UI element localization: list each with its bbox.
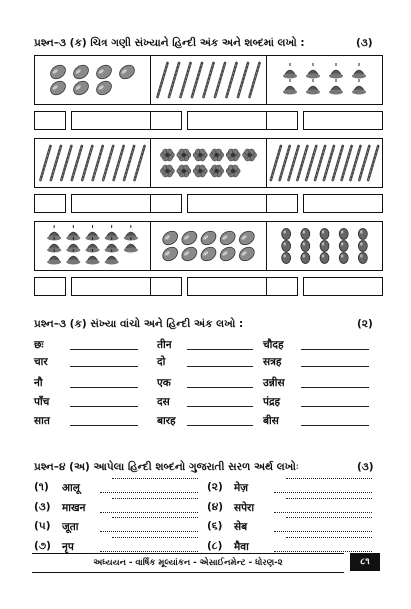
answer-line[interactable]	[187, 406, 253, 407]
mango-icon	[199, 244, 219, 263]
grape-icon	[339, 241, 348, 252]
meaning-answer-line[interactable]	[100, 551, 198, 552]
mango-icon	[71, 78, 91, 97]
picture-box	[150, 221, 267, 271]
meaning-answer-line[interactable]	[100, 492, 198, 493]
item-number: (૧)	[34, 481, 49, 493]
mango-icon	[218, 244, 238, 263]
number-word: सात	[34, 415, 50, 427]
grape-icon	[301, 241, 310, 252]
grape-icon	[282, 229, 291, 240]
number-word: चार	[34, 356, 48, 368]
meaning-answer-line[interactable]	[100, 531, 198, 532]
pencil-icon	[204, 63, 214, 97]
mango-icon	[237, 244, 257, 263]
meaning-answer-line[interactable]	[286, 537, 372, 538]
item-number: (૪)	[207, 501, 224, 513]
flower-icon	[160, 149, 174, 161]
mango-icon	[179, 244, 199, 263]
picture-box	[34, 221, 151, 271]
q3b-heading: પ્રશ્ન–૩ (ક) સંખ્યા વાંચો અને હિન્દી અંક લખો :	[34, 318, 244, 330]
hindi-word-answer-box[interactable]	[71, 111, 151, 130]
picture-illustration	[151, 56, 266, 104]
picture-box	[266, 55, 383, 105]
number-word: पाँच	[34, 396, 50, 408]
meaning-answer-line[interactable]	[112, 498, 198, 499]
answer-line[interactable]	[70, 349, 138, 350]
page-number: ૮૧	[350, 553, 380, 571]
pencil-icon	[51, 146, 61, 180]
flower-icon	[177, 149, 191, 161]
picture-box	[150, 138, 267, 188]
flower-icon	[210, 165, 224, 177]
onion-icon	[283, 79, 297, 95]
flower-icon	[210, 149, 224, 161]
hindi-word-answer-box[interactable]	[187, 194, 267, 213]
hindi-word: माखन	[62, 502, 86, 514]
mango-icon	[179, 228, 199, 247]
grape-icon	[320, 241, 329, 252]
number-word: पंद्रह	[263, 396, 281, 408]
pencil-icon	[169, 63, 179, 97]
flower-icon	[226, 149, 240, 161]
flower-icon	[160, 165, 174, 177]
mango-icon	[237, 228, 257, 247]
pencil-icon	[72, 146, 82, 180]
meaning-answer-line[interactable]	[286, 517, 372, 518]
number-word: दो	[157, 356, 166, 368]
pencil-icon	[306, 146, 316, 180]
pencil-icon	[215, 63, 225, 97]
hindi-numeral-answer-box[interactable]	[34, 277, 66, 296]
picture-illustration	[151, 139, 266, 187]
picture-box	[266, 138, 383, 188]
answer-line[interactable]	[187, 349, 253, 350]
pencil-icon	[324, 146, 334, 180]
item-number: (૫)	[34, 520, 51, 532]
flower-icon	[193, 165, 207, 177]
number-word: बारह	[157, 415, 176, 427]
pencil-icon	[40, 146, 50, 180]
grape-icon	[301, 229, 310, 240]
picture-illustration	[151, 222, 266, 270]
mango-icon	[94, 62, 114, 81]
meaning-answer-line[interactable]	[112, 537, 198, 538]
pencil-icon	[227, 63, 237, 97]
meaning-answer-line[interactable]	[100, 512, 198, 513]
grape-icon	[358, 253, 367, 264]
meaning-answer-line[interactable]	[286, 478, 372, 479]
meaning-answer-line[interactable]	[274, 492, 372, 493]
q3a-heading: પ્રશ્ન–૩ (ક) ચિત્ર ગણી સંખ્યાને હિન્દી અંક અને શબ્દમાં લખો :	[34, 37, 305, 49]
grape-icon	[282, 241, 291, 252]
hindi-word-answer-box[interactable]	[187, 111, 267, 130]
hindi-word: जूता	[62, 521, 79, 533]
number-word: सत्रह	[263, 356, 282, 368]
hindi-word: सपेरा	[234, 502, 255, 514]
pencil-icon	[333, 146, 343, 180]
flower-icon	[226, 165, 240, 177]
pencil-icon	[297, 146, 307, 180]
answer-line[interactable]	[301, 387, 369, 388]
pencil-icon	[271, 146, 281, 180]
hindi-word: सेब	[234, 521, 248, 533]
hindi-numeral-answer-box[interactable]	[266, 277, 298, 296]
answer-line[interactable]	[187, 366, 253, 367]
q3b-marks: (૨)	[357, 318, 373, 330]
hindi-word: मैवा	[234, 541, 249, 553]
number-word: चौदह	[263, 339, 284, 351]
grape-icon	[358, 229, 367, 240]
onion-icon	[329, 63, 343, 79]
mango-icon	[71, 62, 91, 81]
page-footer: અધ્યયન - વાર્ષિક મૂલ્યાંકન - એસાઈનમેન્ટ - ધોરણ-૨	[32, 553, 344, 573]
hindi-word: आलू	[62, 482, 80, 494]
answer-line[interactable]	[301, 366, 369, 367]
picture-illustration	[35, 222, 150, 270]
meaning-answer-line[interactable]	[112, 478, 198, 479]
picture-box	[34, 138, 151, 188]
pencil-icon	[82, 146, 92, 180]
number-word: एक	[157, 377, 171, 389]
picture-illustration	[267, 139, 382, 187]
answer-line[interactable]	[301, 349, 369, 350]
hindi-word-answer-box[interactable]	[187, 277, 267, 296]
onion-icon	[352, 79, 366, 95]
flower-icon	[193, 149, 207, 161]
pencil-icon	[158, 63, 168, 97]
pencil-icon	[181, 63, 191, 97]
onion-icon	[329, 79, 343, 95]
answer-line[interactable]	[70, 366, 138, 367]
pencil-icon	[250, 63, 260, 97]
pencil-icon	[289, 146, 299, 180]
picture-box	[150, 55, 267, 105]
pencil-icon	[61, 146, 71, 180]
picture-illustration	[267, 222, 382, 270]
number-word: नौ	[34, 377, 43, 389]
flower-icon	[243, 149, 257, 161]
grape-icon	[320, 253, 329, 264]
item-number: (૮)	[207, 540, 223, 552]
answer-line[interactable]	[301, 425, 369, 426]
pencil-icon	[280, 146, 290, 180]
item-number: (૬)	[207, 520, 223, 532]
onion-icon	[306, 79, 320, 95]
onion-icon	[352, 63, 366, 79]
mango-icon	[117, 62, 137, 81]
mango-icon	[160, 228, 180, 247]
picture-illustration	[35, 139, 150, 187]
onion-icon	[306, 63, 320, 79]
hindi-word-answer-box[interactable]	[303, 194, 383, 213]
pencil-icon	[124, 146, 134, 180]
hindi-word: मेज़	[234, 482, 249, 494]
hindi-word: नृप	[62, 541, 74, 553]
pencil-icon	[359, 146, 369, 180]
hindi-word-answer-box[interactable]	[303, 111, 383, 130]
mango-icon	[48, 62, 68, 81]
pencil-icon	[103, 146, 113, 180]
meaning-answer-line[interactable]	[274, 512, 372, 513]
q4-marks: (૩)	[357, 461, 374, 473]
mango-icon	[160, 244, 180, 263]
flower-icon	[177, 165, 191, 177]
number-word: दस	[157, 396, 170, 408]
mango-icon	[199, 228, 219, 247]
pencil-icon	[93, 146, 103, 180]
grape-icon	[339, 229, 348, 240]
hindi-numeral-answer-box[interactable]	[266, 194, 298, 213]
number-word: छः	[34, 339, 44, 351]
hindi-numeral-answer-box[interactable]	[34, 194, 66, 213]
hindi-word-answer-box[interactable]	[71, 277, 151, 296]
hindi-numeral-answer-box[interactable]	[150, 277, 182, 296]
grape-icon	[301, 253, 310, 264]
meaning-answer-line[interactable]	[112, 517, 198, 518]
mango-icon	[218, 228, 238, 247]
grape-icon	[358, 241, 367, 252]
pencil-icon	[135, 146, 145, 180]
picture-illustration	[35, 56, 150, 104]
item-number: (૩)	[34, 501, 51, 513]
hindi-word-answer-box[interactable]	[303, 277, 383, 296]
picture-box	[266, 221, 383, 271]
onion-icon	[283, 63, 297, 79]
answer-line[interactable]	[70, 425, 138, 426]
number-word: बीस	[263, 415, 279, 427]
pencil-icon	[342, 146, 352, 180]
answer-line[interactable]	[187, 425, 253, 426]
grape-icon	[282, 253, 291, 264]
mango-icon	[48, 78, 68, 97]
answer-line[interactable]	[301, 406, 369, 407]
answer-line[interactable]	[187, 387, 253, 388]
item-number: (૭)	[34, 540, 51, 552]
pencil-icon	[238, 63, 248, 97]
number-word: उन्नीस	[263, 377, 285, 389]
answer-line[interactable]	[70, 406, 138, 407]
pencil-icon	[192, 63, 202, 97]
hindi-numeral-answer-box[interactable]	[150, 194, 182, 213]
q3a-marks: (૩)	[356, 37, 373, 49]
hindi-numeral-answer-box[interactable]	[34, 111, 66, 130]
pencil-icon	[114, 146, 124, 180]
picture-box	[34, 55, 151, 105]
meaning-answer-line[interactable]	[286, 498, 372, 499]
pencil-icon	[350, 146, 360, 180]
meaning-answer-line[interactable]	[274, 531, 372, 532]
answer-line[interactable]	[70, 387, 138, 388]
pencil-icon	[315, 146, 325, 180]
hindi-word-answer-box[interactable]	[71, 194, 151, 213]
hindi-numeral-answer-box[interactable]	[150, 111, 182, 130]
number-word: तीन	[157, 339, 172, 351]
grape-icon	[320, 229, 329, 240]
hindi-numeral-answer-box[interactable]	[266, 111, 298, 130]
picture-illustration	[267, 56, 382, 104]
item-number: (૨)	[207, 481, 223, 493]
meaning-answer-line[interactable]	[274, 551, 372, 552]
pencil-icon	[368, 146, 378, 180]
grape-icon	[339, 253, 348, 264]
mango-icon	[94, 78, 114, 97]
q4-heading: પ્રશ્ન–૪ (અ) આપેલા હિન્દી શબ્દનો ગુજરાતી સરળ અર્થ લખોઃ	[34, 461, 299, 473]
